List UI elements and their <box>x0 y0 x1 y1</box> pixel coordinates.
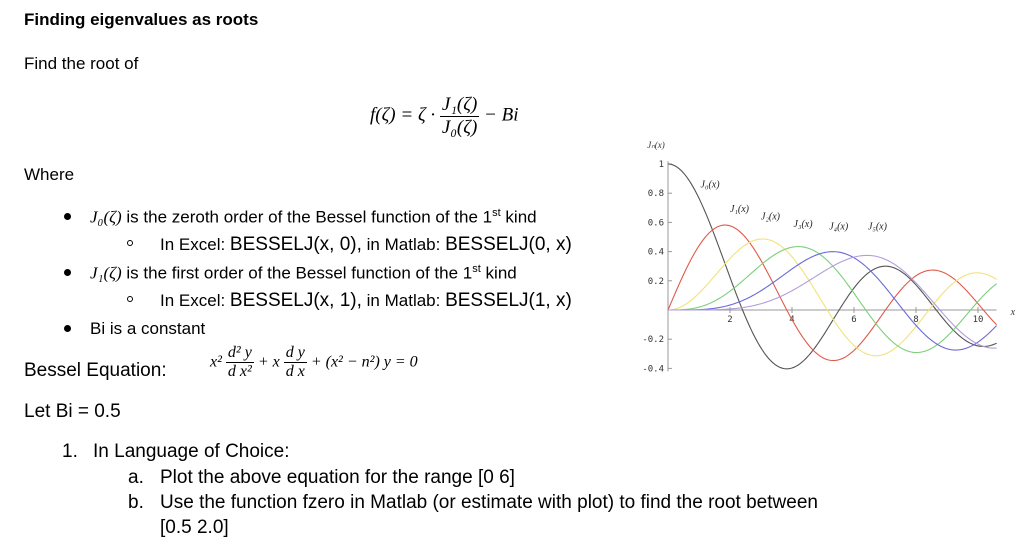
let-bi: Let Bi = 0.5 <box>24 401 121 422</box>
series-line-j3 <box>668 247 997 353</box>
legend-label-j1: J₁(x) <box>730 204 750 216</box>
series-line-j1 <box>668 225 997 360</box>
bessel-dy: d y <box>284 344 307 363</box>
task-a-text: Plot the above equation for the range [0 6] <box>160 467 515 488</box>
j1-tail: kind <box>480 263 517 283</box>
bessel-dy-fraction <box>284 344 307 382</box>
x-tick-label: 6 <box>851 315 857 325</box>
bullet-dot <box>64 325 71 332</box>
task-heading: In Language of Choice: <box>93 441 290 462</box>
excel-code: BESSELJ(x, 1), <box>229 290 362 311</box>
bessel-x2: x² <box>210 353 222 371</box>
formula-denominator: J₀(ζ) <box>441 116 478 138</box>
x-tick-label: 2 <box>727 315 733 325</box>
formula-fraction <box>440 94 479 139</box>
bessel-d2y: d² y <box>226 344 254 363</box>
legend-label-j5: J₅(x) <box>867 221 887 233</box>
x-axis-label: x <box>1010 307 1016 318</box>
bullet-j0 <box>90 207 537 228</box>
j0-tail: kind <box>500 207 537 227</box>
task-b-text: Use the function fzero in Matlab (or estimate with plot) to find the root between <box>160 492 818 513</box>
bessel-plus-x: + x <box>257 353 280 371</box>
j1-description: is the first order of the Bessel function of the 1 <box>121 263 473 283</box>
y-tick-label: 0.6 <box>647 218 664 229</box>
series-line-j5 <box>668 255 997 348</box>
intro-text: Find the root of <box>24 54 139 73</box>
bullet-dot <box>64 213 71 220</box>
x-tick-label: 4 <box>789 315 795 325</box>
page-title: Finding eigenvalues as roots <box>24 10 259 29</box>
legend-label-j4: J₄(x) <box>829 221 849 233</box>
j0-excel-matlab <box>160 234 572 256</box>
bessel-dx: d x <box>285 363 305 381</box>
chart-labels <box>647 140 1015 318</box>
task-a-marker: a. <box>128 467 144 488</box>
series-line-j2 <box>668 239 997 356</box>
legend-label-j3: J₃(x) <box>793 218 813 230</box>
bessel-chart <box>620 132 1020 372</box>
formula-lhs: f(ζ) = ζ · <box>370 104 436 126</box>
formula-rhs: − Bi <box>484 104 519 126</box>
j0-description: is the zeroth order of the Bessel function of the 1 <box>121 207 493 227</box>
j1-symbol: J₁(ζ) <box>90 263 122 283</box>
j0-sup: st <box>492 207 501 219</box>
chart-curves <box>668 164 997 369</box>
y-tick-label: 1 <box>658 160 664 170</box>
legend-label-j2: J₂(x) <box>761 211 781 223</box>
excel-label: In Excel: <box>160 291 230 310</box>
root-formula <box>370 94 519 139</box>
j1-sup: st <box>472 263 481 275</box>
bessel-equation <box>210 344 418 382</box>
matlab-code: BESSELJ(1, x) <box>445 290 572 311</box>
bullet-dot <box>64 269 71 276</box>
matlab-code: BESSELJ(0, x) <box>445 234 572 255</box>
task-b-text-cont: [0.5 2.0] <box>160 517 229 538</box>
bullet-j1 <box>90 263 517 284</box>
excel-code: BESSELJ(x, 0), <box>229 234 362 255</box>
task-b-marker: b. <box>128 492 144 513</box>
sub-bullet-ring <box>127 240 133 246</box>
bessel-tail: + (x² − n²) y = 0 <box>310 353 418 371</box>
matlab-label: in Matlab: <box>361 291 446 310</box>
y-tick-label: -0.2 <box>642 335 664 346</box>
bessel-dx2: d x² <box>227 363 252 381</box>
task-number: 1. <box>62 441 78 462</box>
bessel-label: Bessel Equation: <box>24 360 167 381</box>
j0-symbol: J₀(ζ) <box>90 207 122 227</box>
excel-label: In Excel: <box>160 235 230 254</box>
y-axis-label: Jₙ(x) <box>647 140 665 150</box>
bessel-d2y-fraction <box>226 344 254 382</box>
x-tick-label: 10 <box>972 315 984 325</box>
y-tick-label: 0.4 <box>647 247 664 258</box>
sub-bullet-ring <box>127 296 133 302</box>
y-tick-label: -0.4 <box>642 364 664 372</box>
matlab-label: in Matlab: <box>361 235 446 254</box>
y-tick-label: 0.8 <box>647 189 664 200</box>
y-tick-label: 0.2 <box>647 276 664 287</box>
where-label: Where <box>24 165 75 184</box>
bullet-bi: Bi is a constant <box>90 319 206 338</box>
x-tick-label: 8 <box>913 315 919 325</box>
legend-label-j0: J₀(x) <box>700 179 720 191</box>
j1-excel-matlab <box>160 290 572 312</box>
formula-numerator: J₁(ζ) <box>441 94 478 115</box>
